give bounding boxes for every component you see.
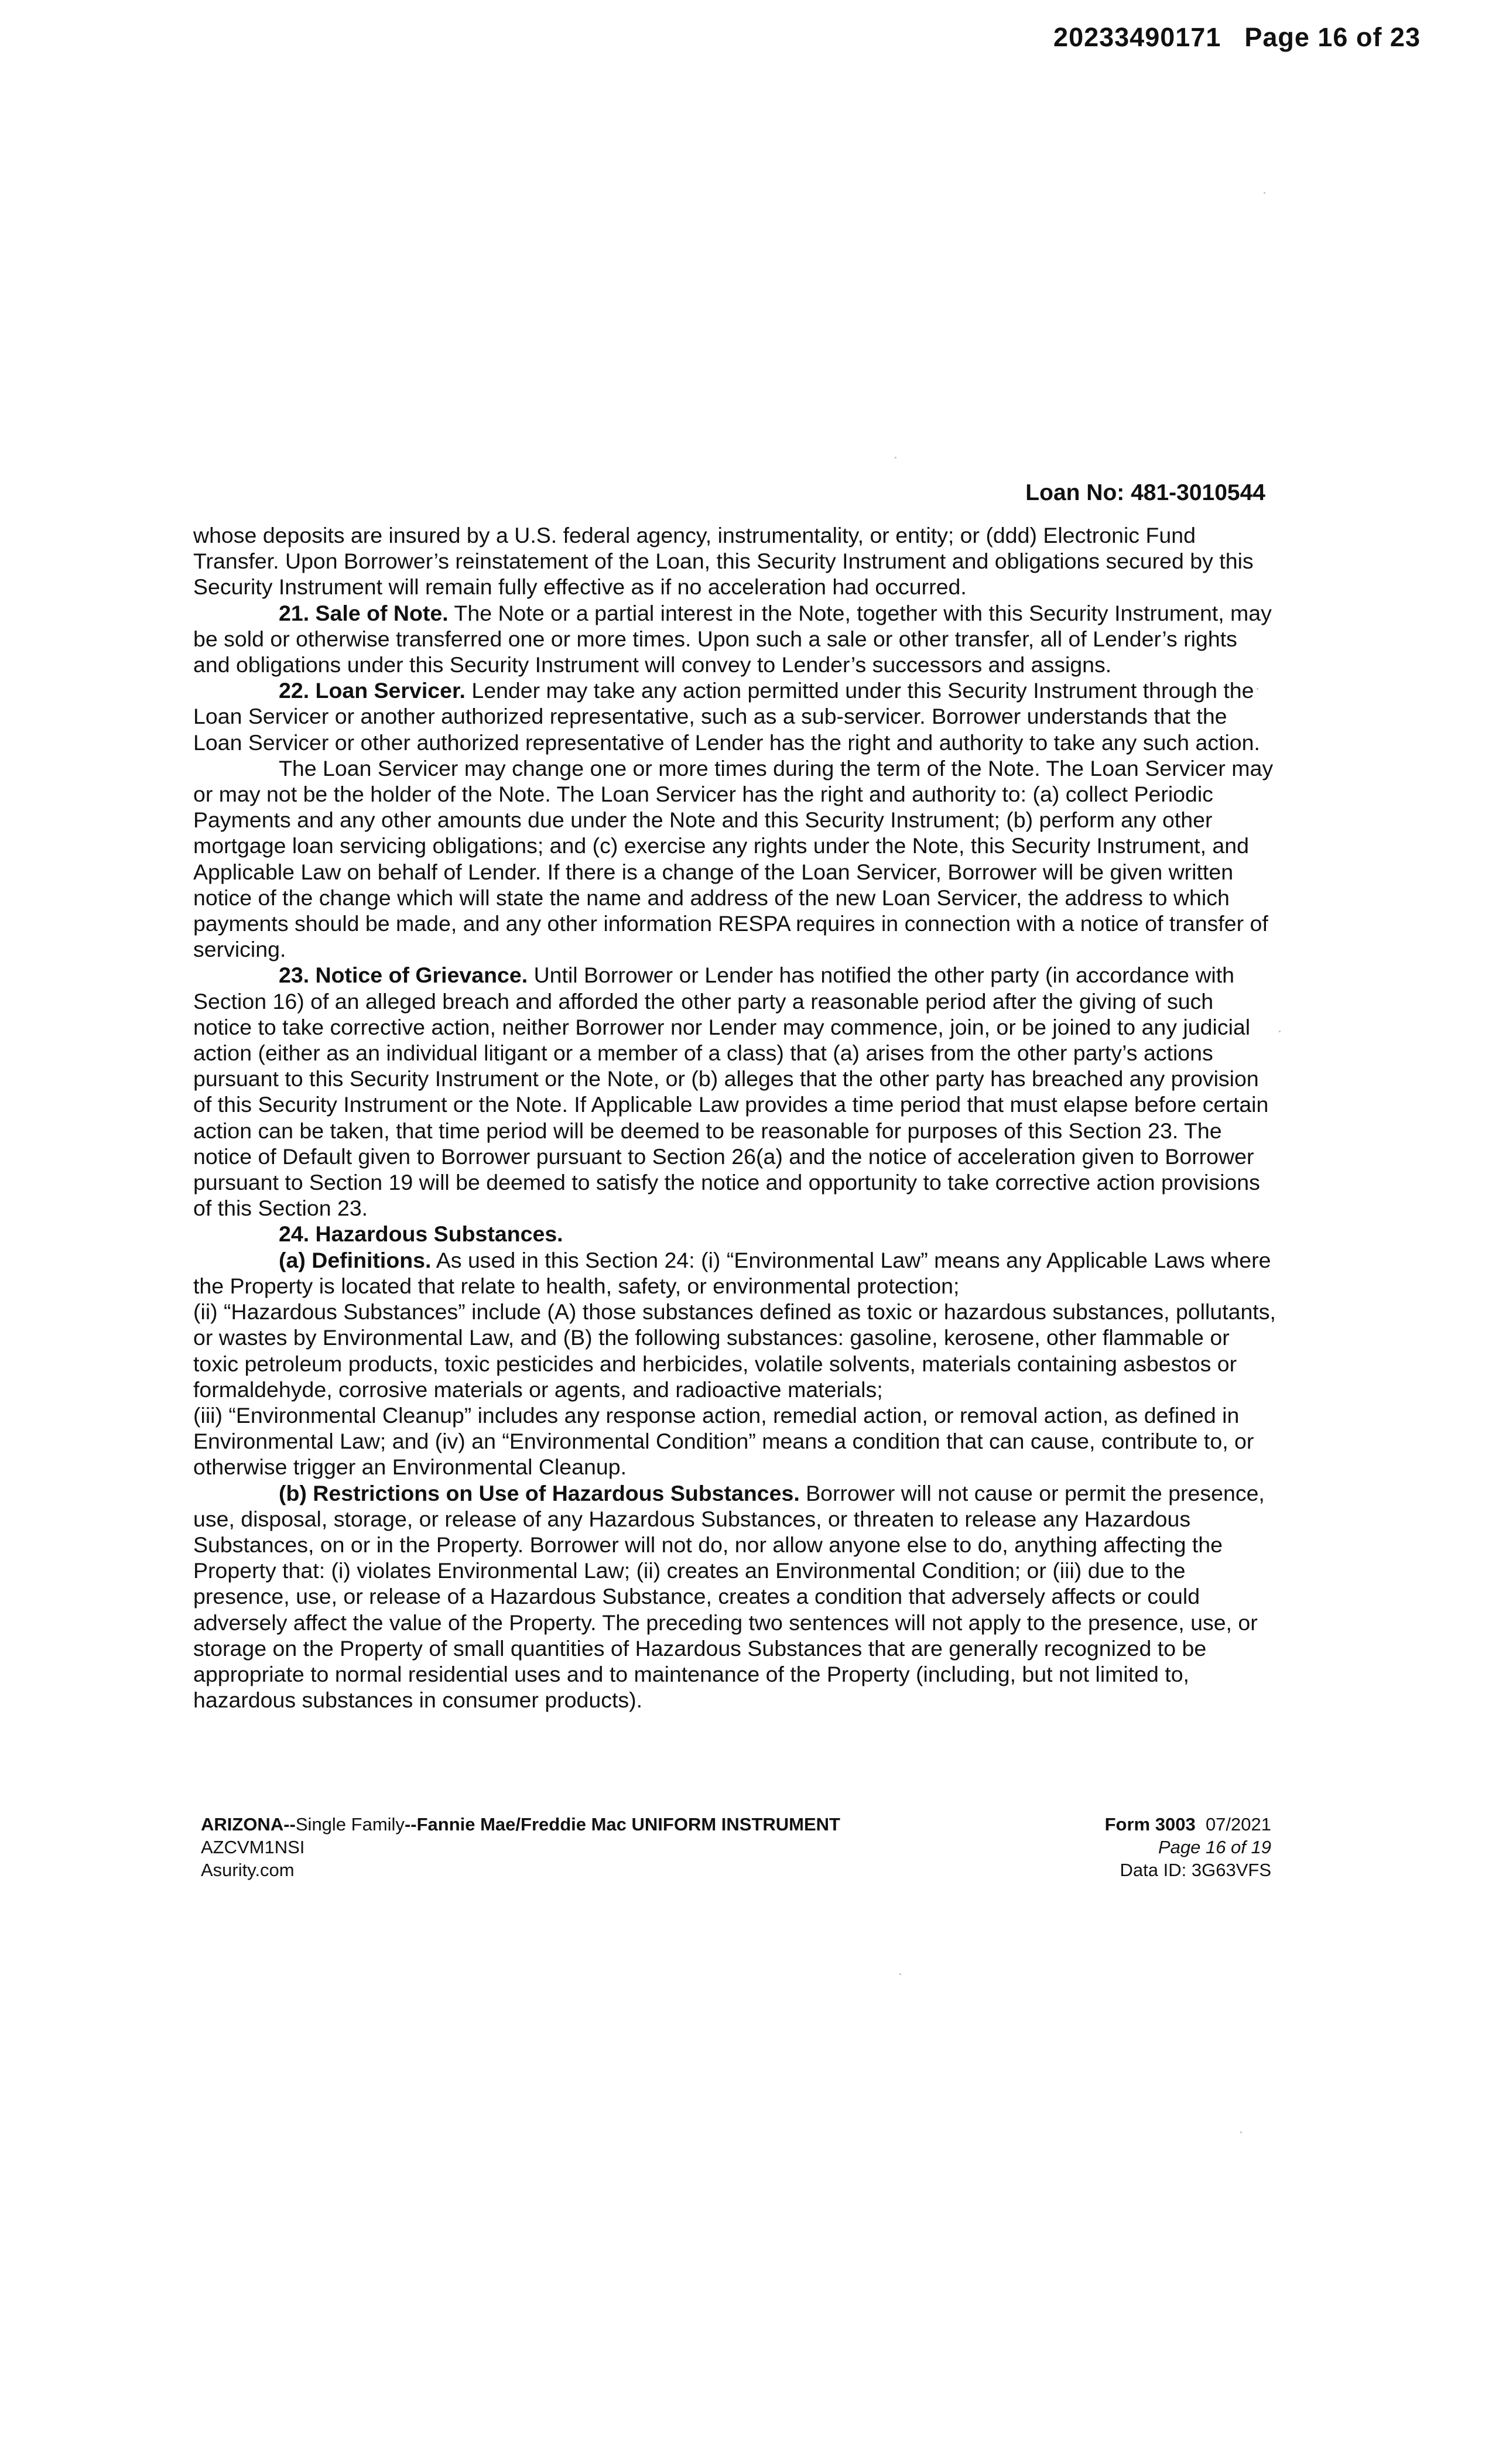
continuation-paragraph: whose deposits are insured by a U.S. federal agency, instrumentality, or entity; or (ddd) Electronic Fund Transfer. Upon Borrower’s reinstatement of the Loan, this Security Instrument and obligations secured by this Security Instrument will remain fully effective as if no acceleration had occurred. bbox=[193, 523, 1254, 600]
footer-instrument: Fannie Mae/Freddie Mac UNIFORM INSTRUMENT bbox=[416, 1814, 840, 1835]
section-24b-paragraph bbox=[193, 1480, 1276, 1713]
section-24a-heading: (a) Definitions. bbox=[279, 1247, 432, 1272]
section-21-text: The Note or a partial interest in the Note, together with this Security Instrument, may be sold or otherwise transferred one or more times. Upon such a sale or other transfer, all of Lender’s rights and obligations under this Security Instrument will convey to Lender’s successors and assigns. bbox=[193, 600, 1272, 677]
section-22-paragraph-2: The Loan Servicer may change one or more times during the term of the Note. The Loan Servicer may or may not be the holder of the Note. The Loan Servicer has the right and authority to: (a) collect Periodic Payments and any other amounts due under the Note and this Security Instrument; (b) perform any other mortgage loan servicing obligations; and (c) exercise any rights under the Note, this Security Instrument, and Applicable Law on behalf of Lender. If there is a change of the Loan Servicer, Borrower will be given written notice of the change which will state the name and address of the new Loan Servicer, the address to which payments should be made, and any other information RESPA requires in connection with a notice of transfer of servicing. bbox=[193, 755, 1274, 962]
recording-stamp bbox=[1053, 22, 1421, 53]
recording-number: 20233490171 bbox=[1053, 22, 1221, 52]
scan-speck bbox=[899, 1973, 901, 1975]
footer-dash-1: -- bbox=[283, 1814, 296, 1835]
footer-form-label: Form 3003 bbox=[1104, 1814, 1196, 1835]
footer-form-date: 07/2021 bbox=[1205, 1814, 1271, 1835]
scan-speck bbox=[1257, 688, 1258, 690]
footer-form-line bbox=[1105, 1813, 1271, 1836]
footer-data-id: Data ID: 3G63VFS bbox=[1120, 1860, 1271, 1880]
footer-left bbox=[201, 1813, 840, 1881]
scan-speck bbox=[895, 457, 896, 458]
section-23-heading: 23. Notice of Grievance. bbox=[279, 963, 528, 988]
footer-family: Single Family bbox=[295, 1814, 405, 1835]
document-body bbox=[193, 522, 1276, 1713]
loan-number: Loan No: 481-3010544 bbox=[1025, 480, 1265, 505]
section-24b-heading: (b) Restrictions on Use of Hazardous Substances. bbox=[279, 1480, 800, 1505]
section-24a-iii: (iii) “Environmental Cleanup” includes any response action, remedial action, or removal action, as defined in Environmental Law; and (iv) an “Environmental Condition” means a condition that can cause, contribute to, or otherwise trigger an Environmental Cleanup. bbox=[193, 1402, 1254, 1480]
section-21-heading: 21. Sale of Note. bbox=[279, 600, 449, 625]
footer-instrument-line bbox=[201, 1813, 840, 1836]
scan-speck bbox=[1279, 1031, 1281, 1032]
footer-state: ARIZONA bbox=[201, 1814, 284, 1835]
section-24a-text: As used in this Section 24: (i) “Environmental Law” means any Applicable Laws where the Property is located that relate to health, safety, or environmental protection; bbox=[193, 1247, 1271, 1298]
section-24a-paragraph bbox=[193, 1247, 1276, 1299]
section-23-text: Until Borrower or Lender has notified the other party (in accordance with Section 16) of an alleged breach and afforded the other party a reasonable period after the giving of such notice to take corrective action, neither Borrower nor Lender may commence, join, or be joined to any judicial action (either as an individual litigant or a member of a class) that (a) arises from the other party’s actions pursuant to this Security Instrument or the Note, or (b) alleges that the other party has breached any provision of this Security Instrument or the Note. If Applicable Law provides a time period that must elapse before certain action can be taken, that time period will be deemed to be reasonable for purposes of this Section 23. The notice of Default given to Borrower pursuant to Section 26(a) and the notice of acceleration given to Borrower pursuant to Section 19 will be deemed to satisfy the notice and opportunity to take corrective action provisions of this Section 23. bbox=[193, 963, 1269, 1221]
section-22-text: Lender may take any action permitted under this Security Instrument through the Loan Servicer or another authorized representative, such as a sub-servicer. Borrower understands that the Loan Servicer or other authorized representative of Lender has the right and authority to take any such action. bbox=[193, 678, 1260, 755]
section-22-paragraph bbox=[193, 677, 1276, 755]
section-22-heading: 22. Loan Servicer. bbox=[279, 678, 466, 703]
section-24a-ii: (ii) “Hazardous Substances” include (A) those substances defined as toxic or hazardous substances, pollutants, or wastes by Environmental Law, and (B) the following substances: gasoline, kerosene, other flammable or toxic petroleum products, toxic pesticides and herbicides, volatile solvents, materials containing asbestos or formaldehyde, corrosive materials or agents, and radioactive materials; bbox=[193, 1299, 1276, 1402]
footer-dash-2: -- bbox=[404, 1814, 417, 1835]
scan-speck bbox=[1240, 2131, 1242, 2133]
footer-form-code: AZCVM1NSI bbox=[201, 1837, 305, 1857]
footer-page-of: Page 16 of 19 bbox=[1158, 1837, 1271, 1857]
section-21-paragraph bbox=[193, 600, 1276, 678]
section-24-heading: 24. Hazardous Substances. bbox=[279, 1221, 563, 1247]
section-24-heading-paragraph bbox=[193, 1221, 1276, 1247]
footer-vendor: Asurity.com bbox=[201, 1860, 295, 1880]
scan-speck bbox=[1264, 192, 1265, 194]
footer-right bbox=[1105, 1813, 1271, 1881]
section-24b-text: Borrower will not cause or permit the presence, use, disposal, storage, or release of any Hazardous Substances, or threaten to release any Hazardous Substances, on or in the Property. Borrower will not do, nor allow anyone else to do, anything affecting the Property that: (i) violates Environmental Law; (ii) creates an Environmental Condition; or (iii) due to the presence, use, or release of a Hazardous Substance, creates a condition that adversely affects or could adversely affect the value of the Property. The preceding two sentences will not apply to the presence, use, or storage on the Property of small quantities of Hazardous Substances that are generally recognized to be appropriate to normal residential uses and to maintenance of the Property (including, but not limited to, hazardous substances in consumer products). bbox=[193, 1480, 1265, 1713]
recording-page-label: Page 16 of 23 bbox=[1244, 22, 1421, 52]
section-23-paragraph bbox=[193, 962, 1276, 1221]
